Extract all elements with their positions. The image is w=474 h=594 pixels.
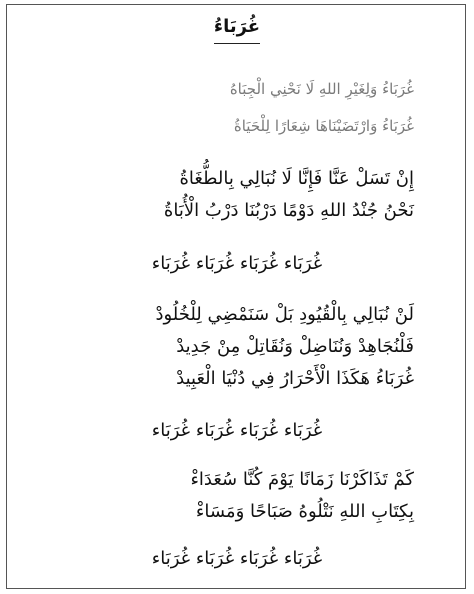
chorus-line: غُرَبَاء غُرَبَاء غُرَبَاء غُرَبَاء: [151, 420, 323, 441]
verse-line: غُرَبَاءُ هَكَذَا الْأَحْرَارُ فِي دُنْيَا الْعَبِيدْ: [176, 368, 414, 389]
intro-line: غُرَبَاءُ وَلِغَيْرِ اللهِ لَا نَحْنِي الْجِبَاهُ: [229, 80, 414, 98]
chorus-line: غُرَبَاء غُرَبَاء غُرَبَاء غُرَبَاء: [151, 548, 323, 569]
verse-line: نَحْنُ جُنْدُ اللهِ دَوْمًا دَرْبُنَا دَرْبُ الْأُبَاةُ: [163, 200, 414, 221]
verse-line: فَلْنُجَاهِدْ وَنُنَاضِلْ وَنُقَاتِلْ مِنْ جَدِيدْ: [176, 336, 414, 357]
title-underline: [214, 43, 260, 44]
verse-line: إِنْ تَسَلْ عَنَّا فَإِنَّا لَا نُبَالِي بِالطُّغَاةُ: [179, 168, 414, 189]
verse-line: كَمْ تَذَاكَرْنَا زَمَانًا يَوْمَ كُنَّا سُعَدَاءْ: [190, 469, 414, 490]
chorus-line: غُرَبَاء غُرَبَاء غُرَبَاء غُرَبَاء: [151, 253, 323, 274]
intro-line: غُرَبَاءُ وَارْتَضَيْنَاهَا شِعَارًا لِلْحَيَاةُ: [233, 117, 414, 135]
poem-title: غُرَبَاءُ: [213, 16, 261, 37]
verse-line: لَنْ نُبَالِي بِالْقُيُودِ بَلْ سَنَمْضِي لِلْخُلُودْ: [155, 304, 414, 325]
verse-line: بِكِتَابِ اللهِ نَتْلُوهُ صَبَاحًا وَمَسَاءْ: [195, 501, 414, 522]
